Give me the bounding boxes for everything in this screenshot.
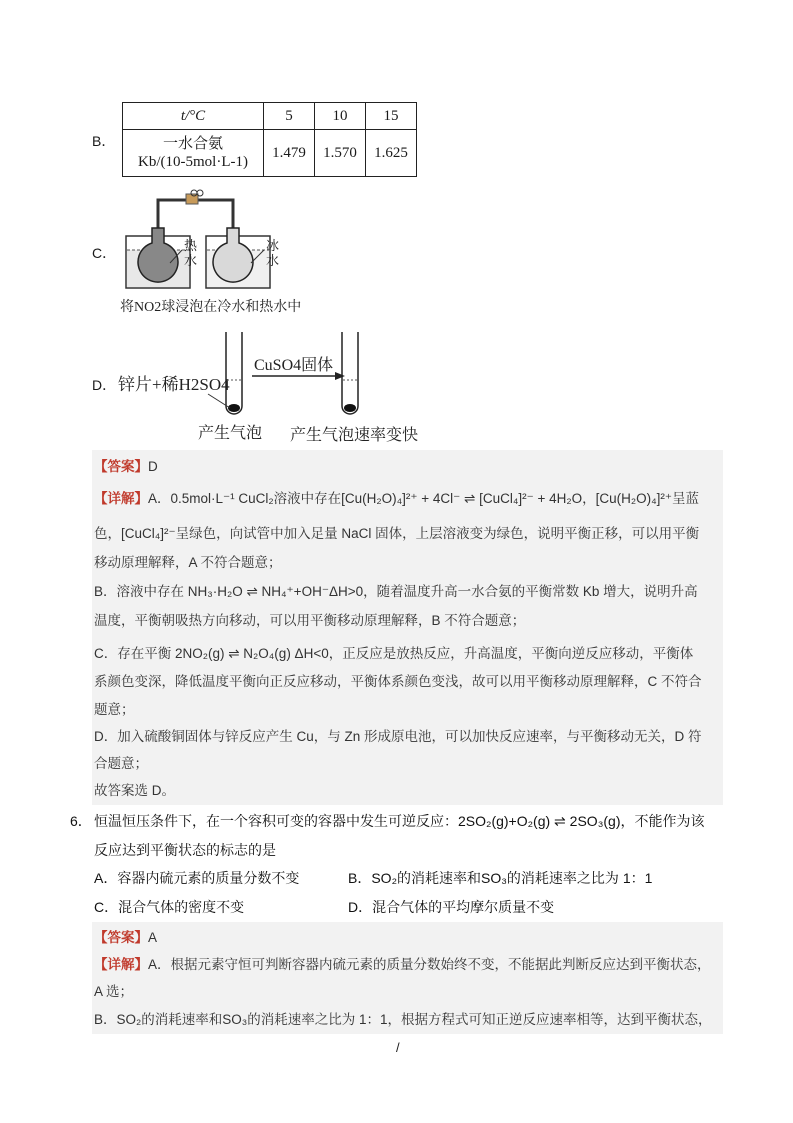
- table-cell: 1.625: [366, 130, 417, 177]
- answer-tag: 【答案】: [94, 930, 148, 945]
- detail-line: 故答案选 D。: [94, 783, 175, 798]
- detail-line: 色，[CuCl₄]²⁻呈绿色，向试管中加入足量 NaCl 固体，上层溶液变为绿色，说明平衡正移，可以用平衡: [94, 526, 700, 541]
- detail-line: C．存在平衡 2NO₂(g) ⇌ N₂O₄(g) ΔH<0，正反应是放热反应，升高温度，平衡向逆反应移动，平衡体: [94, 646, 694, 661]
- answer-value: A: [148, 930, 158, 945]
- answer-line-q5: [94, 455, 158, 475]
- page-mark: /: [396, 1040, 400, 1055]
- table-row: [123, 103, 417, 130]
- detail-text: A．根据元素守恒可判断容器内硫元素的质量分数始终不变，不能据此判断反应达到平衡状态，: [148, 957, 711, 972]
- question-6-option-d[interactable]: [348, 897, 554, 917]
- detail-line: 题意；: [94, 702, 135, 717]
- table-row: [123, 130, 417, 177]
- answer-line-q6: [94, 926, 157, 946]
- kb-table: [122, 102, 417, 177]
- option-label: C．: [94, 899, 119, 915]
- option-text: 混合气体的平均摩尔质量不变: [372, 899, 555, 915]
- detail-tag: 【详解】: [94, 957, 148, 972]
- cuso4-arrow-text: CuSO4固体: [254, 357, 334, 374]
- answer-tag: 【答案】: [94, 459, 148, 474]
- question-6-option-c[interactable]: [94, 897, 244, 917]
- table-cell: 15: [366, 103, 417, 130]
- detail-text: A．0.5mol·L⁻¹ CuCl₂溶液中存在[Cu(H₂O)₄]²⁺ + 4Cl⁻ ⇌ [CuCl₄]²⁻ + 4H₂O，[Cu(H₂O)₄]²⁺呈蓝: [148, 491, 699, 506]
- faster-bubbles-caption: 产生气泡速率变快: [290, 427, 419, 444]
- question-6-option-b[interactable]: [348, 868, 652, 888]
- question-6-option-a[interactable]: [94, 868, 299, 888]
- table-cell: 10: [315, 103, 366, 130]
- question-6-stem-line1: 恒温恒压条件下，在一个容积可变的容器中发生可逆反应：2SO₂(g)+O₂(g) ⇌ 2SO₃(g)，不能作为该: [94, 813, 705, 829]
- bubbles-caption: 产生气泡: [198, 425, 263, 442]
- hot-water-label: 热水: [184, 238, 198, 268]
- option-d-label: D．: [92, 377, 117, 393]
- question-6-stem-line2: 反应达到平衡状态的标志的是: [94, 842, 276, 858]
- detail-line: A 选；: [94, 984, 134, 999]
- detail-line: 系颜色变深，降低温度平衡向正反应移动，平衡体系颜色变浅，故可以用平衡移动原理解释，C 不符合: [94, 674, 702, 689]
- detail-tag: 【详解】: [94, 491, 148, 506]
- question-6-number: 6．: [70, 813, 92, 829]
- no2-flask-apparatus: [118, 188, 318, 298]
- option-label: B．: [348, 870, 372, 886]
- detail-line: B．溶液中存在 NH₃·H₂O ⇌ NH₄⁺+OH⁻ΔH>0，随着温度升高一水合氨的平衡常数 Kb 增大，说明升高: [94, 584, 698, 599]
- detail-line: [94, 953, 711, 973]
- row-label-line2: Kb/(10-5mol·L-1): [138, 154, 248, 170]
- table-header-cell: t/°C: [123, 103, 264, 130]
- answer-value: D: [148, 459, 158, 474]
- table-cell: 1.479: [264, 130, 315, 177]
- ice-water-label: 冰水: [266, 238, 280, 268]
- detail-line: 合题意；: [94, 756, 148, 771]
- option-text: 容器内硫元素的质量分数不变: [117, 870, 300, 886]
- zinc-acid-text: 锌片+稀H2SO4: [118, 375, 230, 394]
- detail-line: 温度，平衡朝吸热方向移动，可以用平衡移动原理解释，B 不符合题意；: [94, 613, 526, 628]
- detail-line: [94, 487, 699, 507]
- test-tube-diagram: [200, 328, 380, 423]
- row-label-line1: 一水合氨: [162, 136, 223, 152]
- option-b-label: B．: [92, 133, 116, 149]
- detail-line: D．加入硫酸铜固体与锌反应产生 Cu，与 Zn 形成原电池，可以加快反应速率，与平衡移动无关，D 符: [94, 729, 702, 744]
- detail-line: B．SO₂的消耗速率和SO₃的消耗速率之比为 1：1，根据方程式可知正逆反应速率相等，达到平衡状态，: [94, 1012, 712, 1027]
- detail-line: 移动原理解释，A 不符合题意；: [94, 555, 282, 570]
- table-cell: 1.570: [315, 130, 366, 177]
- table-cell: 5: [264, 103, 315, 130]
- option-label: D．: [348, 899, 373, 915]
- table-row-label: [123, 130, 264, 177]
- option-label: A．: [94, 870, 118, 886]
- option-text: SO₂的消耗速率和SO₃的消耗速率之比为 1：1: [371, 870, 653, 886]
- option-c-label: C．: [92, 245, 117, 261]
- apparatus-caption: 将NO2球浸泡在冷水和热水中: [120, 300, 302, 315]
- option-text: 混合气体的密度不变: [118, 899, 245, 915]
